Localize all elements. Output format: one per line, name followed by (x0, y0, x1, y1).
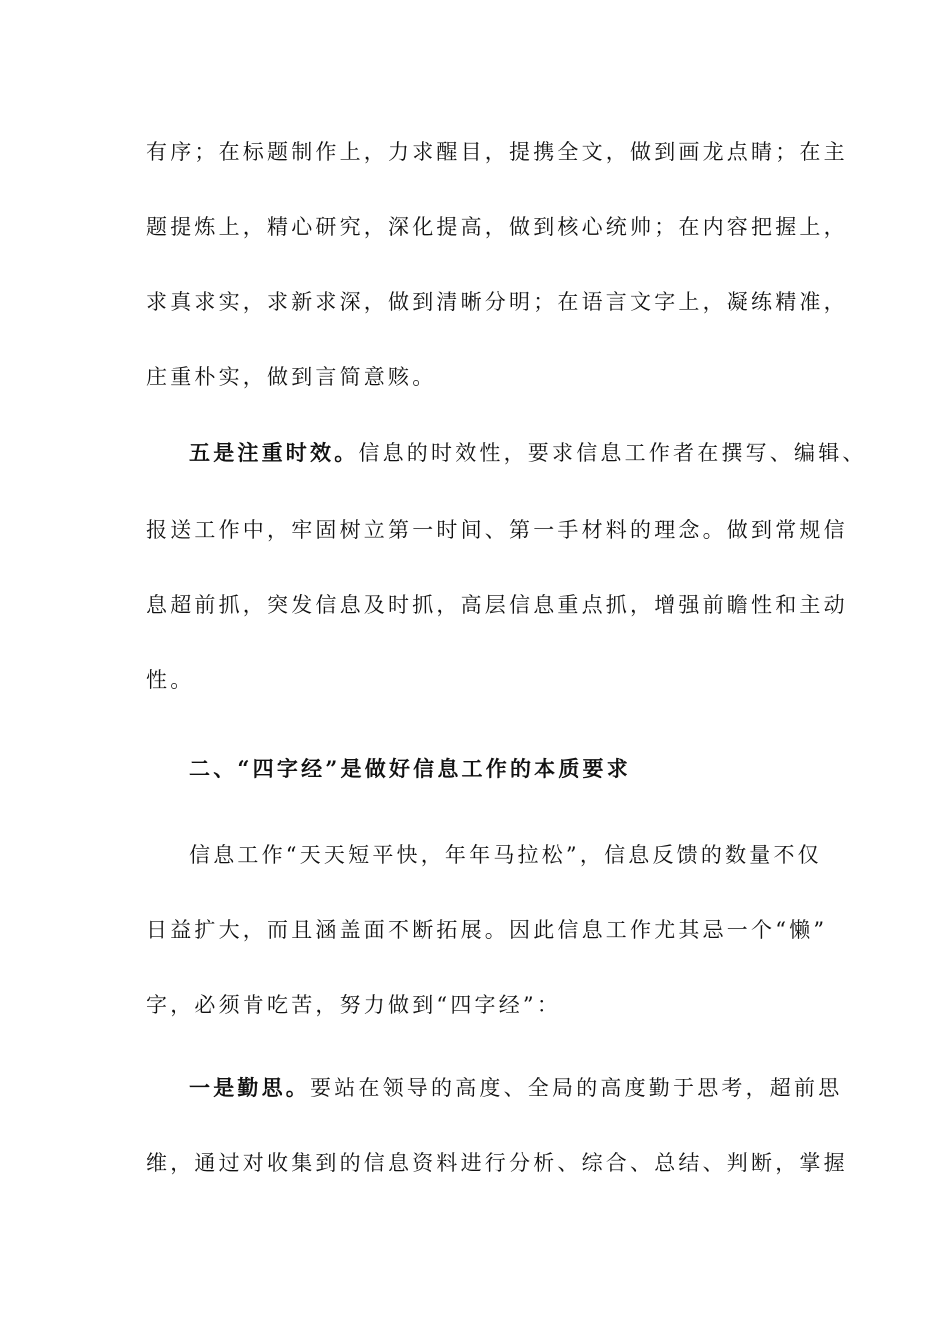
paragraph-line: 字，必须肯吃苦，努力做到“四字经”： (146, 993, 562, 1017)
paragraph-line: 求真求实，求新求深，做到清晰分明；在语言文字上，凝练精准， (146, 290, 848, 314)
paragraph-line (189, 438, 867, 468)
paragraph-line: 信息工作“天天短平快，年年马拉松”，信息反馈的数量不仅 (189, 843, 822, 867)
section-heading: 二、“四字经”是做好信息工作的本质要求 (189, 756, 631, 781)
paragraph-lead: 一是勤思。 (189, 1075, 310, 1100)
paragraph-line: 息超前抓，突发信息及时抓，高层信息重点抓，增强前瞻性和主动 (146, 593, 848, 617)
paragraph-line: 维，通过对收集到的信息资料进行分析、综合、总结、判断，掌握 (146, 1151, 848, 1175)
paragraph-line: 报送工作中，牢固树立第一时间、第一手材料的理念。做到常规信 (146, 518, 848, 542)
paragraph-line: 庄重朴实，做到言简意赅。 (146, 365, 437, 389)
paragraph-line: 有序；在标题制作上，力求醒目，提携全文，做到画龙点睛；在主 (146, 140, 848, 164)
paragraph-text: 要站在领导的高度、全局的高度勤于思考，超前思 (310, 1076, 843, 1100)
paragraph-lead: 五是注重时效。 (189, 440, 359, 465)
paragraph-line: 日益扩大，而且涵盖面不断拓展。因此信息工作尤其忌一个“懒” (146, 918, 828, 942)
paragraph-line: 性。 (146, 668, 195, 692)
paragraph-line: 题提炼上，精心研究，深化提高，做到核心统帅；在内容把握上， (146, 215, 848, 239)
paragraph-line (189, 1073, 849, 1103)
paragraph-text: 信息的时效性，要求信息工作者在撰写、编辑、 (358, 441, 867, 465)
